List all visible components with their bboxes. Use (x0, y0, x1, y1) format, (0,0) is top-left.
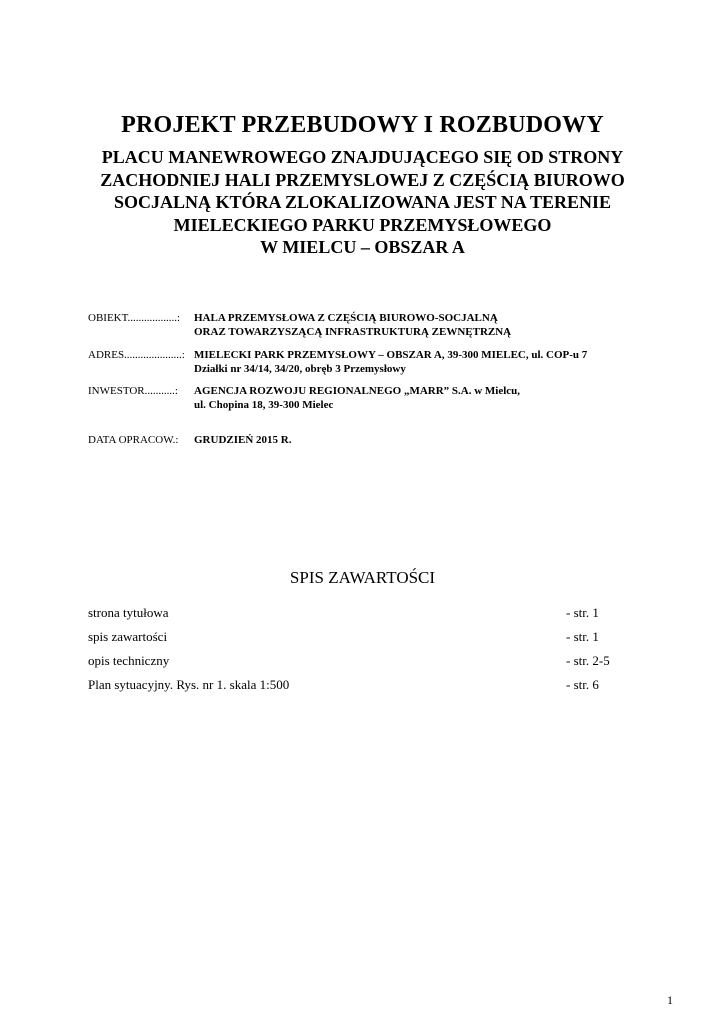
adres-value: MIELECKI PARK PRZEMYSŁOWY – OBSZAR A, 39-300 MIELEC, ul. COP-u 7 (194, 349, 588, 361)
adres-label: ADRES.....................: (88, 349, 185, 361)
obiekt-value: HALA PRZEMYSŁOWA Z CZĘŚCIĄ BIUROWO-SOCJALNĄ (194, 312, 498, 324)
document-title: PROJEKT PRZEBUDOWY I ROZBUDOWY (121, 112, 604, 138)
toc-entry-page: - str. 6 (566, 677, 599, 692)
info-obiekt (88, 311, 688, 339)
toc-entry-title: Plan sytuacyjny. Rys. nr 1. skala 1:500 (88, 677, 290, 692)
info-adres (88, 348, 688, 376)
document-subtitle (60, 146, 665, 259)
toc-entry (88, 605, 648, 629)
inwestor-value: AGENCJA ROZWOJU REGIONALNEGO „MARR” S.A. w Mielcu, (194, 385, 521, 397)
toc-entry (88, 629, 648, 653)
subtitle-line: PLACU MANEWROWEGO ZNAJDUJĄCEGO SIĘ OD STRONY (101, 147, 624, 167)
subtitle-line: ZACHODNIEJ HALI PRZEMYSLOWEJ Z CZĘŚCIĄ BIUROWO (100, 169, 625, 190)
subtitle-line: SOCJALNĄ KTÓRA ZLOKALIZOWANA JEST NA TERENIE (114, 192, 611, 212)
toc-entry (88, 653, 648, 677)
data-label: DATA OPRACOW.: (88, 434, 179, 446)
table-of-contents (88, 605, 648, 701)
page-number: 1 (667, 993, 673, 1007)
toc-entry-title: opis techniczny (88, 653, 170, 668)
toc-entry-page: - str. 1 (566, 605, 599, 620)
toc-entry (88, 677, 648, 701)
toc-heading: SPIS ZAWARTOŚCI (289, 568, 436, 587)
data-value: GRUDZIEŃ 2015 R. (194, 434, 292, 446)
subtitle-line: W MIELCU – OBSZAR A (260, 237, 465, 257)
obiekt-label: OBIEKT..................: (88, 312, 181, 324)
toc-entry-page: - str. 2-5 (566, 653, 610, 668)
info-inwestor (88, 384, 688, 412)
obiekt-value-line2: ORAZ TOWARZYSZĄCĄ INFRASTRUKTURĄ ZEWNĘTRZNĄ (194, 326, 512, 338)
toc-entry-title: strona tytułowa (88, 605, 169, 620)
inwestor-value-line2: ul. Chopina 18, 39-300 Mielec (194, 399, 334, 411)
toc-entry-page: - str. 1 (566, 629, 599, 644)
info-data (88, 433, 688, 447)
subtitle-line: MIELECKIEGO PARKU PRZEMYSŁOWEGO (173, 214, 552, 235)
adres-value-line2: Działki nr 34/14, 34/20, obręb 3 Przemysłowy (194, 363, 406, 375)
toc-entry-title: spis zawartości (88, 629, 168, 644)
inwestor-label: INWESTOR...........: (88, 385, 178, 397)
